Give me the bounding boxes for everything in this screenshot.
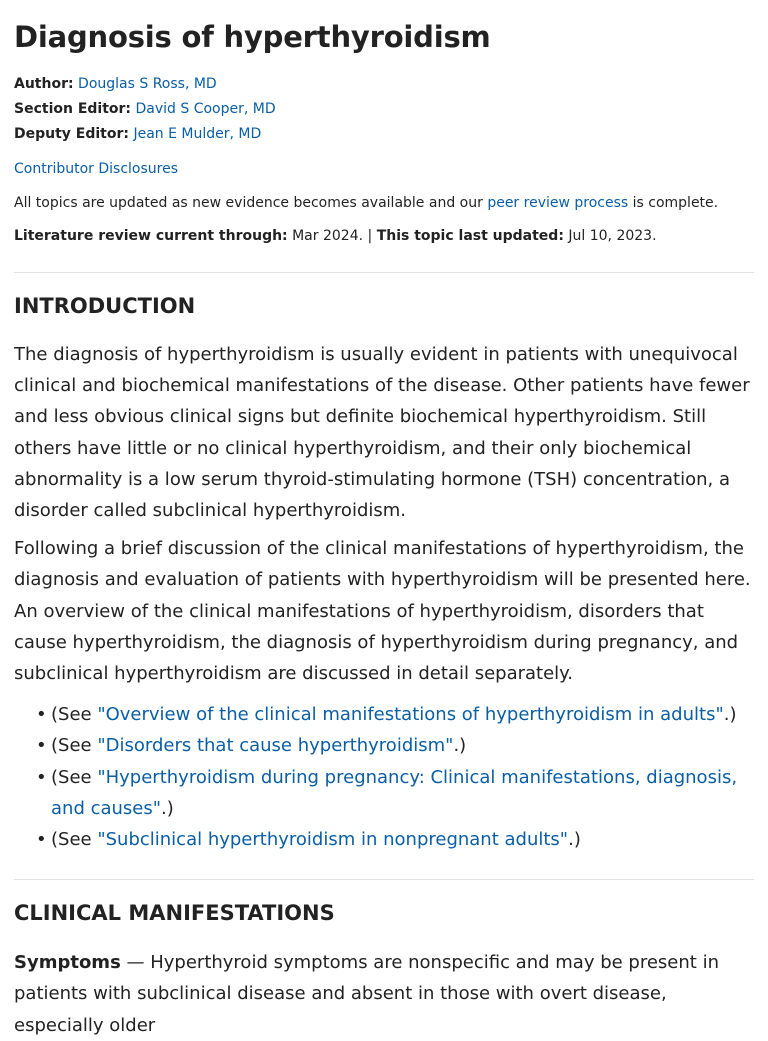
list-item	[36, 824, 754, 855]
section-editor-link[interactable]: David S Cooper, MD	[135, 101, 276, 117]
ref-suffix: .)	[568, 829, 581, 851]
clinical-manifestations-heading: CLINICAL MANIFESTATIONS	[14, 901, 335, 926]
section-editor-label: Section Editor:	[14, 101, 132, 117]
ref-prefix: (See	[51, 829, 98, 851]
see-also-list	[14, 699, 754, 855]
intro-paragraph-2: Following a brief discussion of the clinical manifestations of hyperthyroidism, the diagnosis and evaluation of patients with hyperthyroidism will be presented here. An overview of the clinical manifestations of hyperthyroidism, disorders that cause hyperthyroidism, the diagnosis of hyperthyroidism during pregnancy, and subclinical hyperthyroidism are discussed in detail separately.	[14, 538, 751, 685]
symptoms-label: Symptoms	[14, 952, 121, 974]
introduction-heading: INTRODUCTION	[14, 294, 196, 318]
ref-link-overview[interactable]: "Overview of the clinical manifestations of hyperthyroidism in adults"	[97, 704, 724, 726]
author-label: Author:	[14, 76, 74, 92]
list-item	[36, 699, 754, 730]
symptoms-paragraph	[14, 947, 754, 1041]
ref-link-pregnancy[interactable]: "Hyperthyroidism during pregnancy: Clinical manifestations, diagnosis, and causes"	[51, 766, 738, 819]
disclosures-line	[14, 157, 754, 181]
update-notice	[14, 191, 754, 215]
bullet-icon: •	[36, 735, 47, 757]
ref-link-disorders[interactable]: "Disorders that cause hyperthyroidism"	[97, 735, 454, 757]
last-updated-label: This topic last updated:	[376, 228, 564, 244]
intro-paragraph-1: The diagnosis of hyperthyroidism is usually evident in patients with unequivocal clinical and biochemical manifestations of the disease. Other patients have fewer and less obvious clinical signs but definite biochemical hyperthyroidism. Still others have little or no clinical hyperthyroidism, and their only biochemical abnormality is a low serum thyroid-stimulating hormone (TSH) concentration, a disorder called subclinical hyperthyroidism.	[14, 344, 750, 522]
ref-prefix: (See	[51, 735, 98, 757]
deputy-editor-line	[14, 122, 754, 147]
section-divider	[14, 879, 754, 880]
last-updated-value: Jul 10, 2023.	[563, 228, 657, 244]
author-link[interactable]: Douglas S Ross, MD	[78, 76, 217, 92]
review-dates	[14, 224, 754, 248]
lit-review-value: Mar 2024.	[287, 228, 364, 244]
update-text-after: is complete.	[628, 195, 719, 211]
deputy-editor-label: Deputy Editor:	[14, 126, 129, 142]
article-credits	[14, 72, 754, 147]
list-item	[36, 762, 754, 824]
section-editor-line	[14, 97, 754, 122]
peer-review-link[interactable]: peer review process	[487, 195, 629, 211]
bullet-icon: •	[36, 829, 47, 851]
ref-suffix: .)	[453, 735, 467, 757]
lit-review-label: Literature review current through:	[14, 228, 288, 244]
bullet-icon: •	[36, 766, 47, 788]
article-title: Diagnosis of hyperthyroidism	[14, 20, 491, 54]
update-text-before: All topics are updated as new evidence becomes available and our	[14, 195, 488, 211]
list-item	[36, 730, 754, 761]
author-line	[14, 72, 754, 97]
ref-suffix: .)	[723, 704, 737, 726]
ref-prefix: (See	[51, 704, 98, 726]
symptoms-text: — Hyperthyroid symptoms are nonspecific and may be present in patients with subclinical disease and absent in those with overt disease, especially older	[14, 952, 719, 1036]
section-divider	[14, 272, 754, 273]
deputy-editor-link[interactable]: Jean E Mulder, MD	[133, 126, 262, 142]
contributor-disclosures-link[interactable]: Contributor Disclosures	[14, 161, 179, 177]
ref-prefix: (See	[51, 766, 98, 788]
review-separator: |	[363, 228, 377, 244]
ref-link-subclinical[interactable]: "Subclinical hyperthyroidism in nonpregnant adults"	[97, 829, 569, 851]
ref-suffix: .)	[161, 797, 174, 819]
bullet-icon: •	[36, 704, 47, 726]
